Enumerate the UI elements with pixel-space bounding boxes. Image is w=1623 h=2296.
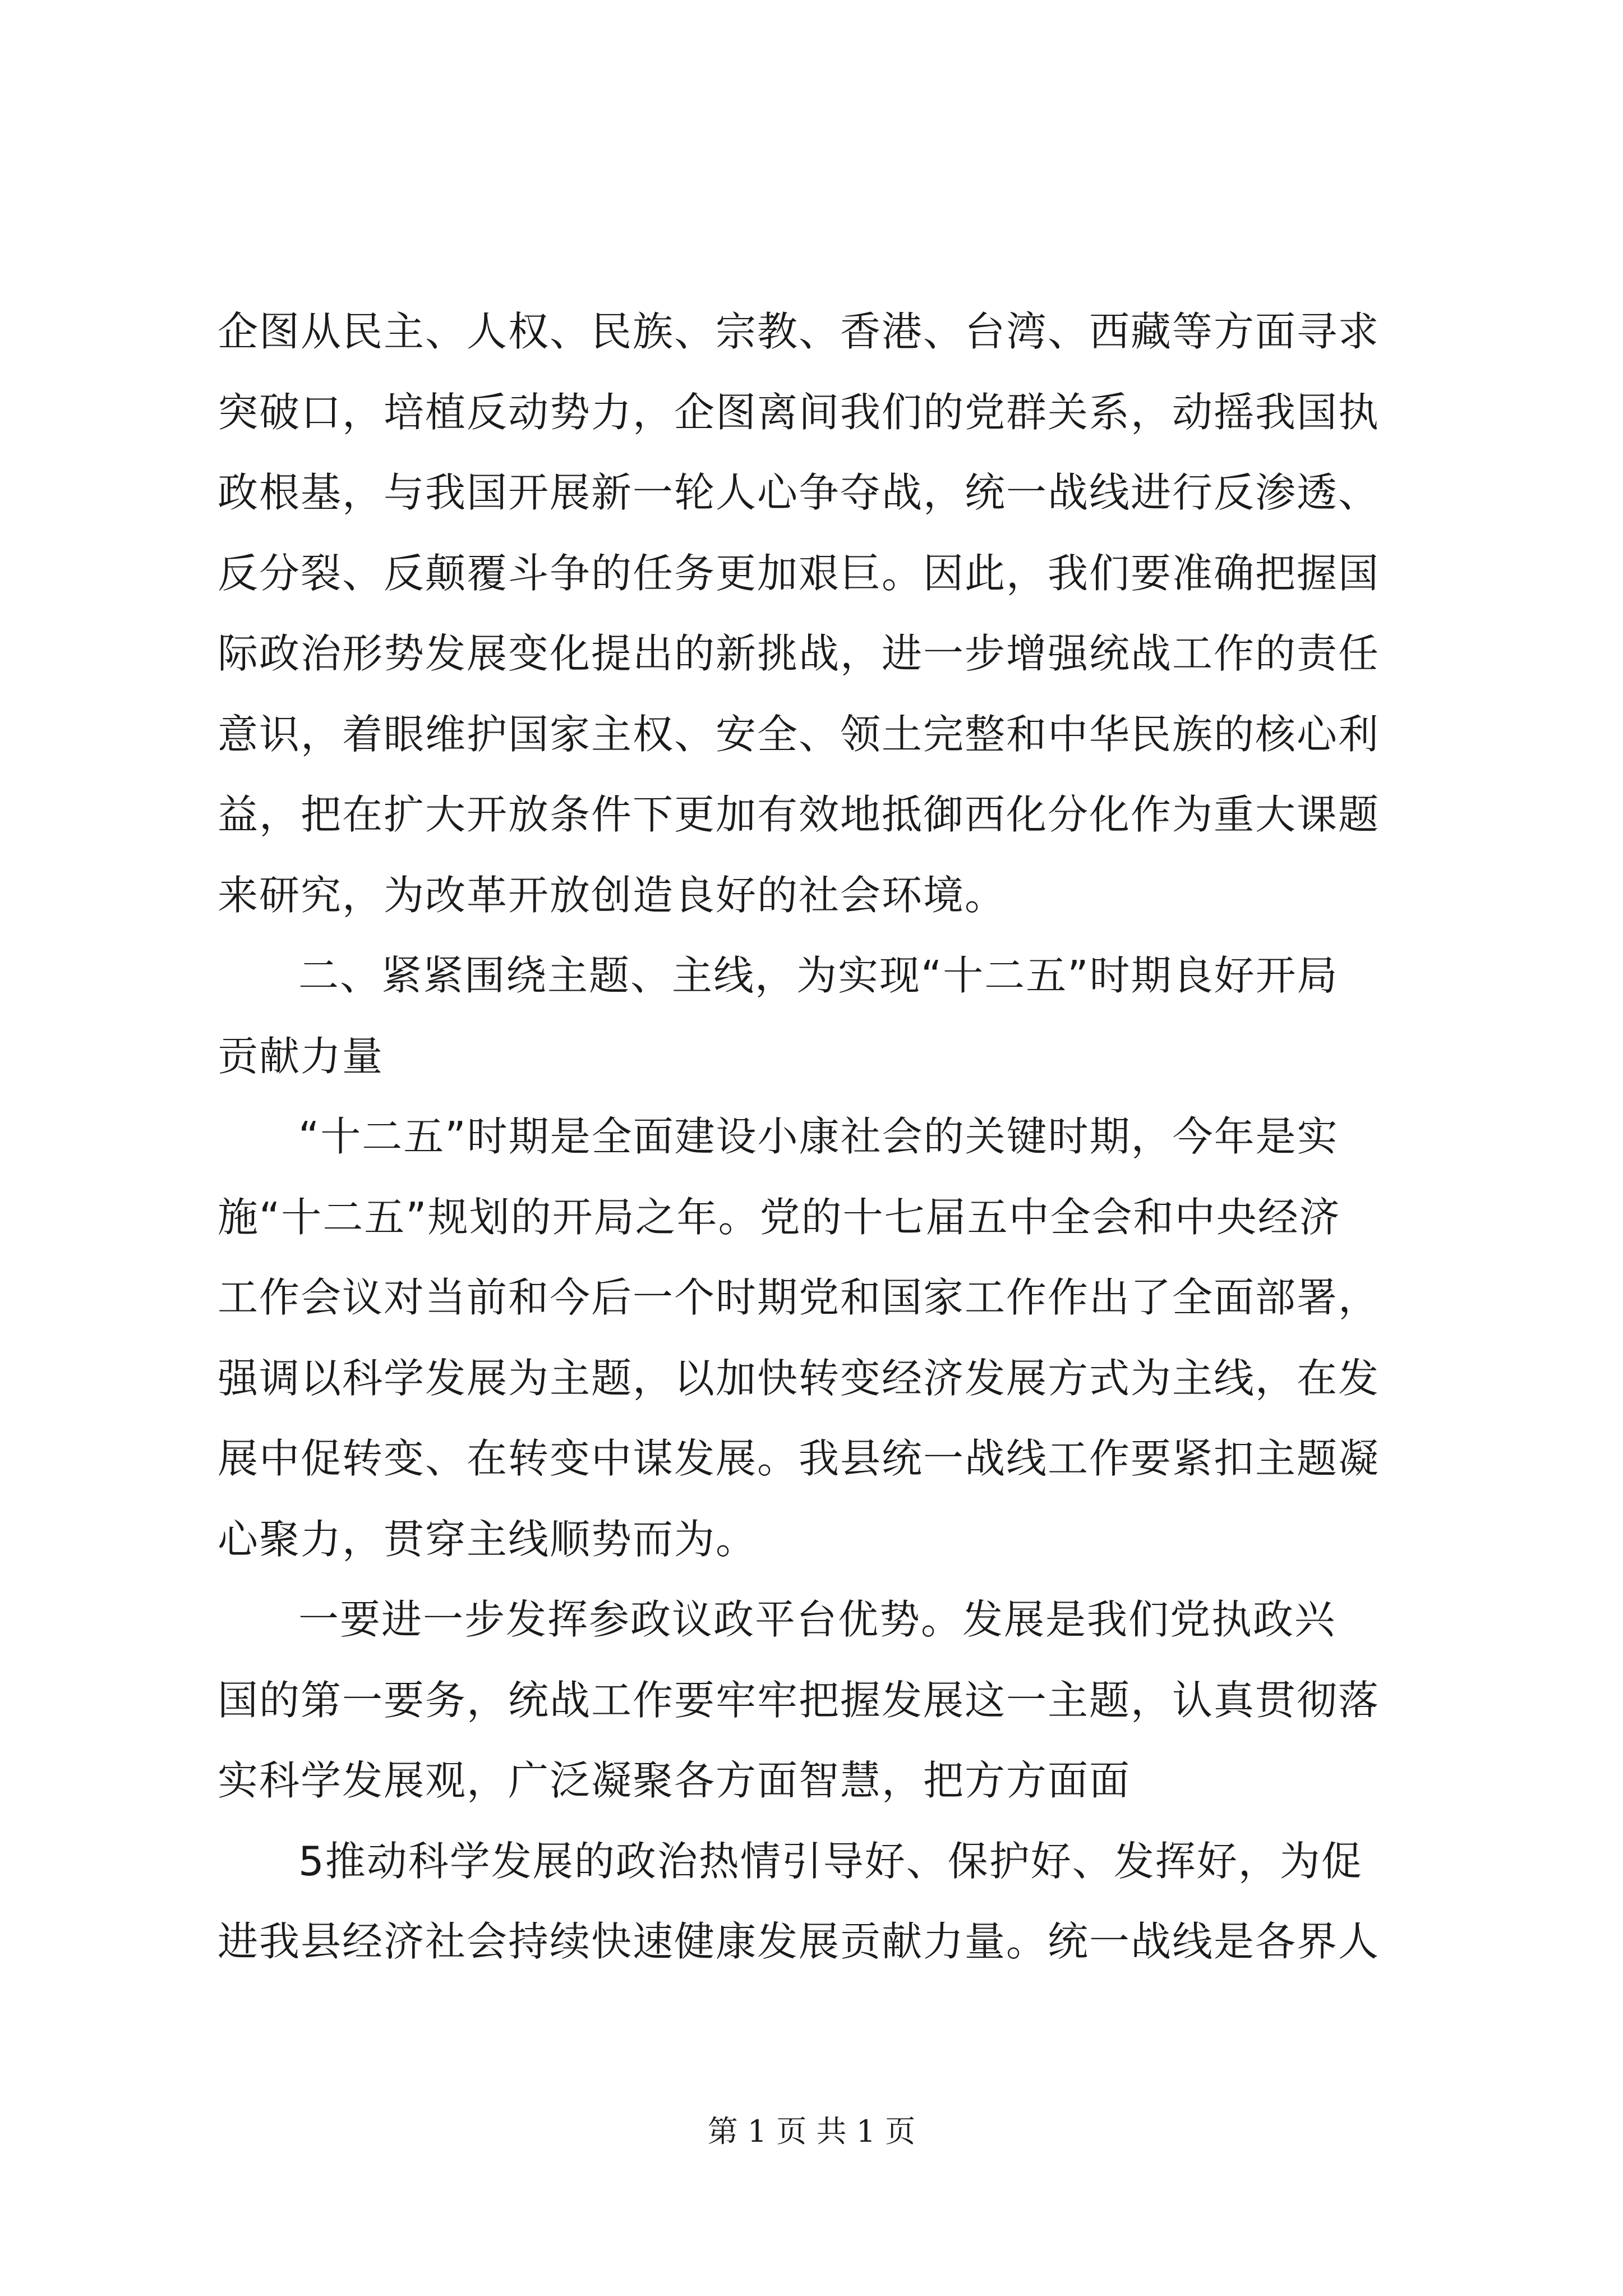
text-line: 突破口，培植反动势力，企图离间我们的党群关系，动摇我国执 xyxy=(218,388,1380,436)
text-line: 一要进一步发挥参政议政平台优势。发展是我们党执政兴 xyxy=(298,1596,1336,1643)
text-line: 心聚力，贯穿主线顺势而为。 xyxy=(218,1515,758,1563)
page-footer: 第 1 页 共 1 页 xyxy=(707,2114,916,2149)
text-line: 政根基，与我国开展新一轮人心争夺战，统一战线进行反渗透、 xyxy=(218,469,1380,516)
text-line: 二、紧紧围绕主题、主线，为实现“十二五”时期良好开局 xyxy=(298,952,1339,999)
text-line: 国的第一要务，统战工作要牢牢把握发展这一主题，认真贯彻落 xyxy=(218,1676,1380,1724)
text-line: 强调以科学发展为主题，以加快转变经济发展方式为主线，在发 xyxy=(218,1354,1380,1402)
text-line: 企图从民主、人权、民族、宗教、香港、台湾、西藏等方面寻求 xyxy=(218,308,1380,355)
text-line: “十二五”时期是全面建设小康社会的关键时期，今年是实 xyxy=(298,1113,1339,1160)
text-line: 施“十二五”规划的开局之年。党的十七届五中全会和中央经济 xyxy=(218,1193,1341,1241)
text-line: 5推动科学发展的政治热情引导好、保护好、发挥好，为促 xyxy=(298,1837,1363,1885)
text-line: 展中促转变、在转变中谋发展。我县统一战线工作要紧扣主题凝 xyxy=(218,1435,1380,1482)
body-text xyxy=(218,292,1429,1982)
text-line: 进我县经济社会持续快速健康发展贡献力量。统一战线是各界人 xyxy=(218,1918,1380,1965)
text-line: 贡献力量 xyxy=(218,1032,384,1080)
text-line: 工作会议对当前和今后一个时期党和国家工作作出了全面部署， xyxy=(218,1274,1380,1321)
text-line: 际政治形势发展变化提出的新挑战，进一步增强统战工作的责任 xyxy=(218,630,1380,677)
text-line: 益，把在扩大开放条件下更加有效地抵御西化分化作为重大课题 xyxy=(218,791,1380,838)
text-line: 反分裂、反颠覆斗争的任务更加艰巨。因此，我们要准确把握国 xyxy=(218,549,1380,597)
text-line: 来研究，为改革开放创造良好的社会环境。 xyxy=(218,871,1007,919)
text-line: 意识，着眼维护国家主权、安全、领土完整和中华民族的核心利 xyxy=(218,710,1380,758)
text-line: 实科学发展观，广泛凝聚各方面智慧，把方方面面 xyxy=(218,1757,1131,1804)
